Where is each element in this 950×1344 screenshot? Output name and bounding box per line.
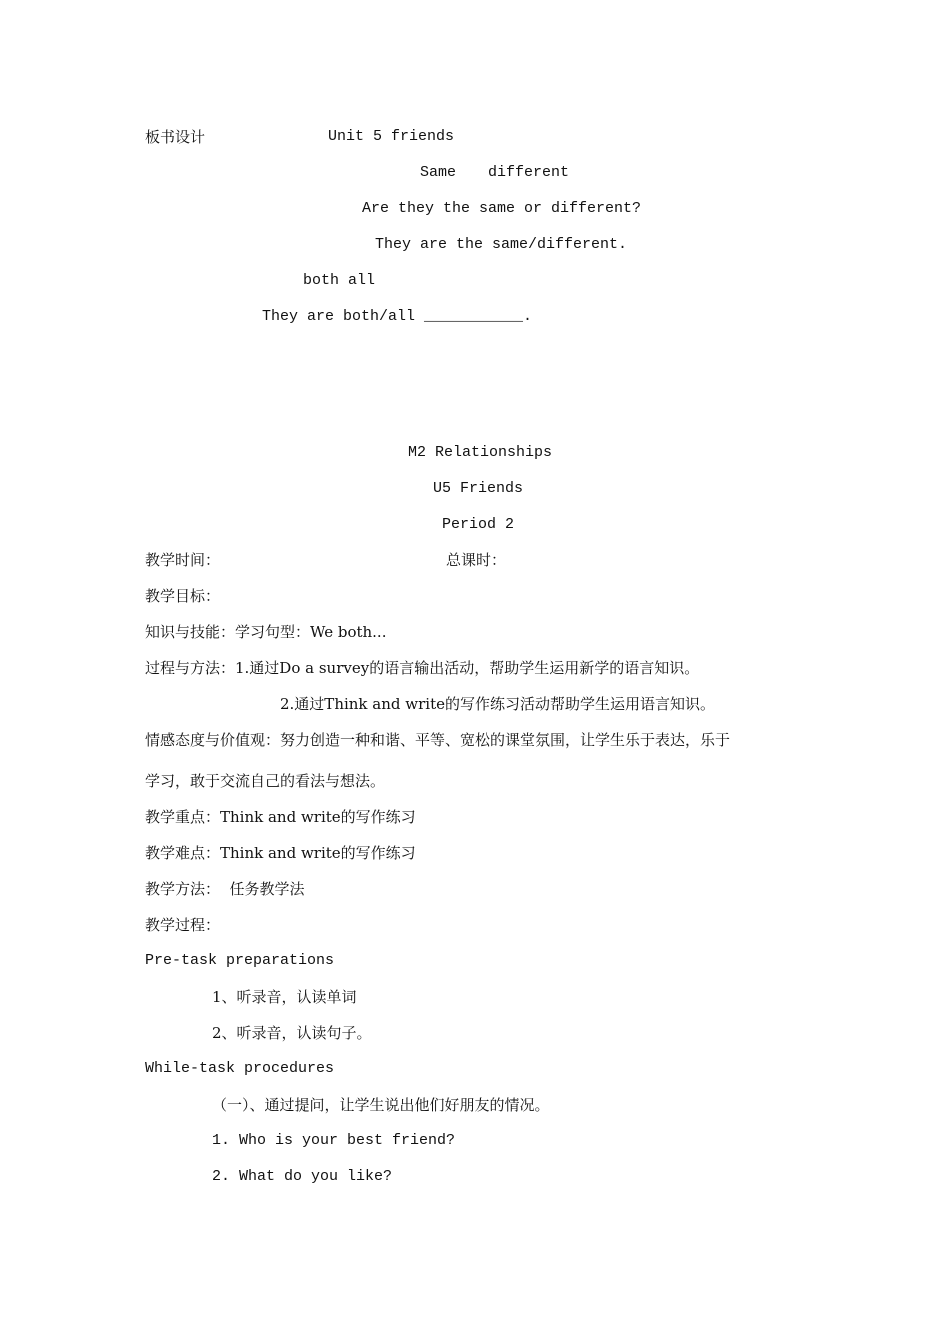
- attitude-values-line-2: 学习，敢于交流自己的看法与想法。: [145, 772, 386, 790]
- pre-task-heading: Pre-task preparations: [145, 952, 335, 969]
- board-question: Are they the same or different?: [362, 200, 642, 217]
- board-design-label: 板书设计: [145, 128, 206, 146]
- while-task-question-1: 1. Who is your best friend?: [212, 1132, 456, 1149]
- unit-title: U5 Friends: [433, 480, 524, 497]
- teaching-method: 教学方法： 任务教学法: [145, 880, 305, 898]
- process-method-line-1: 过程与方法：1.通过Do a survey的语言输出活动，帮助学生运用新学的语言知识。: [145, 659, 700, 677]
- total-periods-label: 总课时：: [446, 551, 507, 569]
- board-answer: They are the same/different.: [375, 236, 628, 253]
- board-unit-title: Unit 5 friends: [328, 128, 455, 145]
- while-task-intro: （一）、通过提问，让学生说出他们好朋友的情况。: [212, 1096, 550, 1114]
- while-task-heading: While-task procedures: [145, 1060, 335, 1077]
- pre-task-item-2: 2、听录音，认读句子。: [212, 1024, 372, 1042]
- while-task-question-2: 2. What do you like?: [212, 1168, 393, 1185]
- board-blank-sentence: They are both/all ___________.: [262, 308, 533, 325]
- key-point: 教学重点：Think and write的写作练习: [145, 808, 416, 826]
- pre-task-item-1: 1、听录音，认读单词: [212, 988, 357, 1006]
- difficult-point: 教学难点：Think and write的写作练习: [145, 844, 416, 862]
- board-both-all: both all: [303, 272, 376, 289]
- board-word-different: different: [488, 164, 570, 181]
- objectives-label: 教学目标：: [145, 587, 221, 605]
- teaching-time-label: 教学时间：: [145, 551, 221, 569]
- process-method-line-2: 2.通过Think and write的写作练习活动帮助学生运用语言知识。: [280, 695, 715, 713]
- module-title: M2 Relationships: [408, 444, 553, 461]
- procedure-label: 教学过程：: [145, 916, 221, 934]
- board-word-same: Same: [420, 164, 457, 181]
- knowledge-skills: 知识与技能：学习句型：We both...: [145, 623, 387, 641]
- period-title: Period 2: [442, 516, 515, 533]
- attitude-values-line-1: 情感态度与价值观：努力创造一种和谐、平等、宽松的课堂氛围，让学生乐于表达，乐于: [145, 731, 731, 749]
